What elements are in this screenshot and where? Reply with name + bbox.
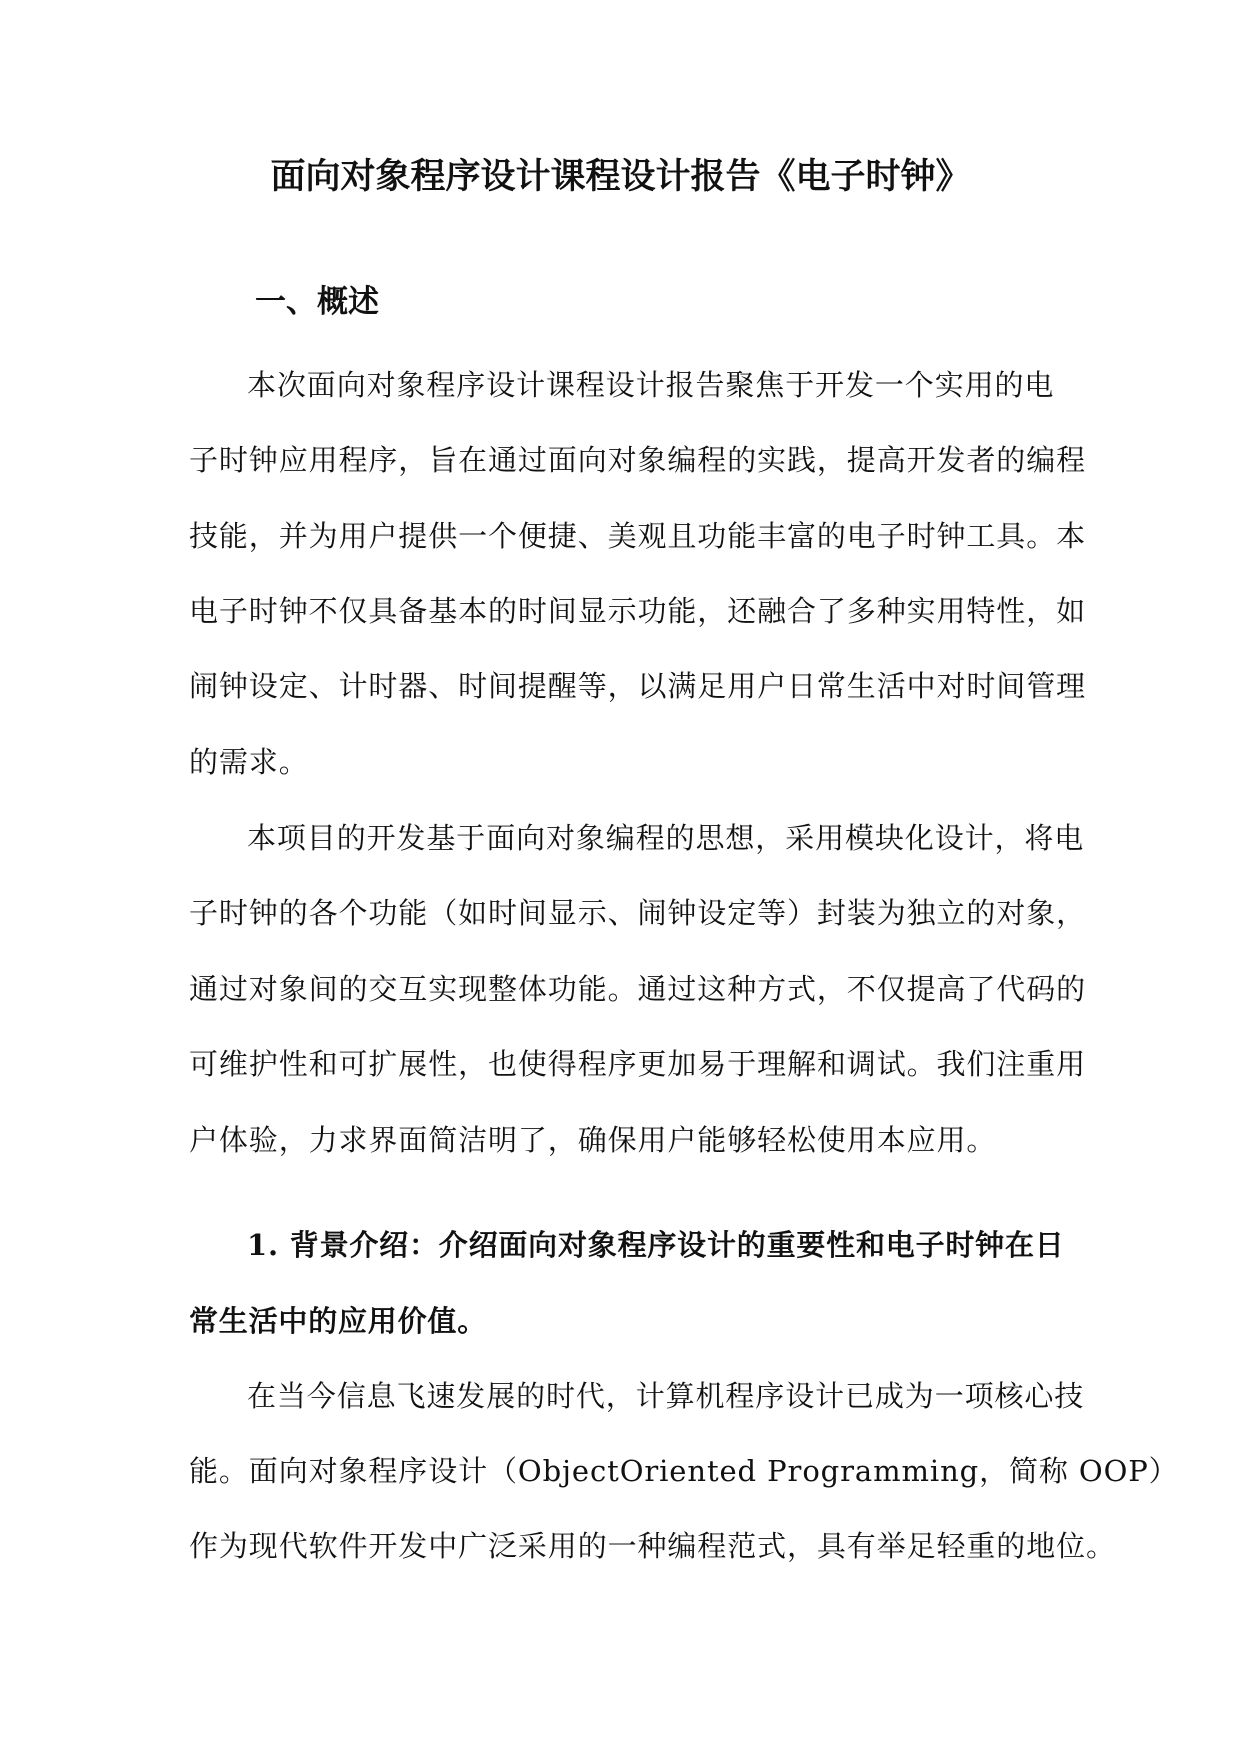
paragraph-3-line-1: 在当今信息飞速发展的时代，计算机程序设计已成为一项核心技 xyxy=(247,1379,1085,1413)
document-title: 面向对象程序设计课程设计报告《电子时钟》 xyxy=(270,156,971,197)
paragraph-2-line-3: 通过对象间的交互实现整体功能。通过这种方式，不仅提高了代码的 xyxy=(189,972,1087,1006)
subheading-background-line-2: 常生活中的应用价值。 xyxy=(189,1304,488,1338)
paragraph-2-line-4: 可维护性和可扩展性，也使得程序更加易于理解和调试。我们注重用 xyxy=(189,1047,1087,1081)
paragraph-3-line-3: 作为现代软件开发中广泛采用的一种编程范式，具有举足轻重的地位。 xyxy=(189,1529,1116,1563)
paragraph-1-line-4: 电子时钟不仅具备基本的时间显示功能，还融合了多种实用特性，如 xyxy=(189,594,1087,628)
paragraph-1-line-2: 子时钟应用程序，旨在通过面向对象编程的实践，提高开发者的编程 xyxy=(189,443,1087,477)
paragraph-3-line-2: 能。面向对象程序设计（ObjectOriented Programming，简称 OOP） xyxy=(189,1454,1179,1488)
paragraph-1-line-6: 的需求。 xyxy=(189,745,309,779)
paragraph-1-line-3: 技能，并为用户提供一个便捷、美观且功能丰富的电子时钟工具。本 xyxy=(189,519,1087,553)
paragraph-2-line-5: 户体验，力求界面简洁明了，确保用户能够轻松使用本应用。 xyxy=(189,1123,997,1157)
section-heading-overview: 一、概述 xyxy=(255,284,379,320)
paragraph-2-line-2: 子时钟的各个功能（如时间显示、闹钟设定等）封装为独立的对象， xyxy=(189,896,1087,930)
paragraph-1-line-1: 本次面向对象程序设计课程设计报告聚焦于开发一个实用的电 xyxy=(247,368,1055,402)
paragraph-1-line-5: 闹钟设定、计时器、时间提醒等，以满足用户日常生活中对时间管理 xyxy=(189,669,1087,703)
paragraph-2-line-1: 本项目的开发基于面向对象编程的思想，采用模块化设计，将电 xyxy=(247,821,1085,855)
subheading-background-line-1: 1. 背景介绍：介绍面向对象程序设计的重要性和电子时钟在日 xyxy=(247,1228,1065,1262)
